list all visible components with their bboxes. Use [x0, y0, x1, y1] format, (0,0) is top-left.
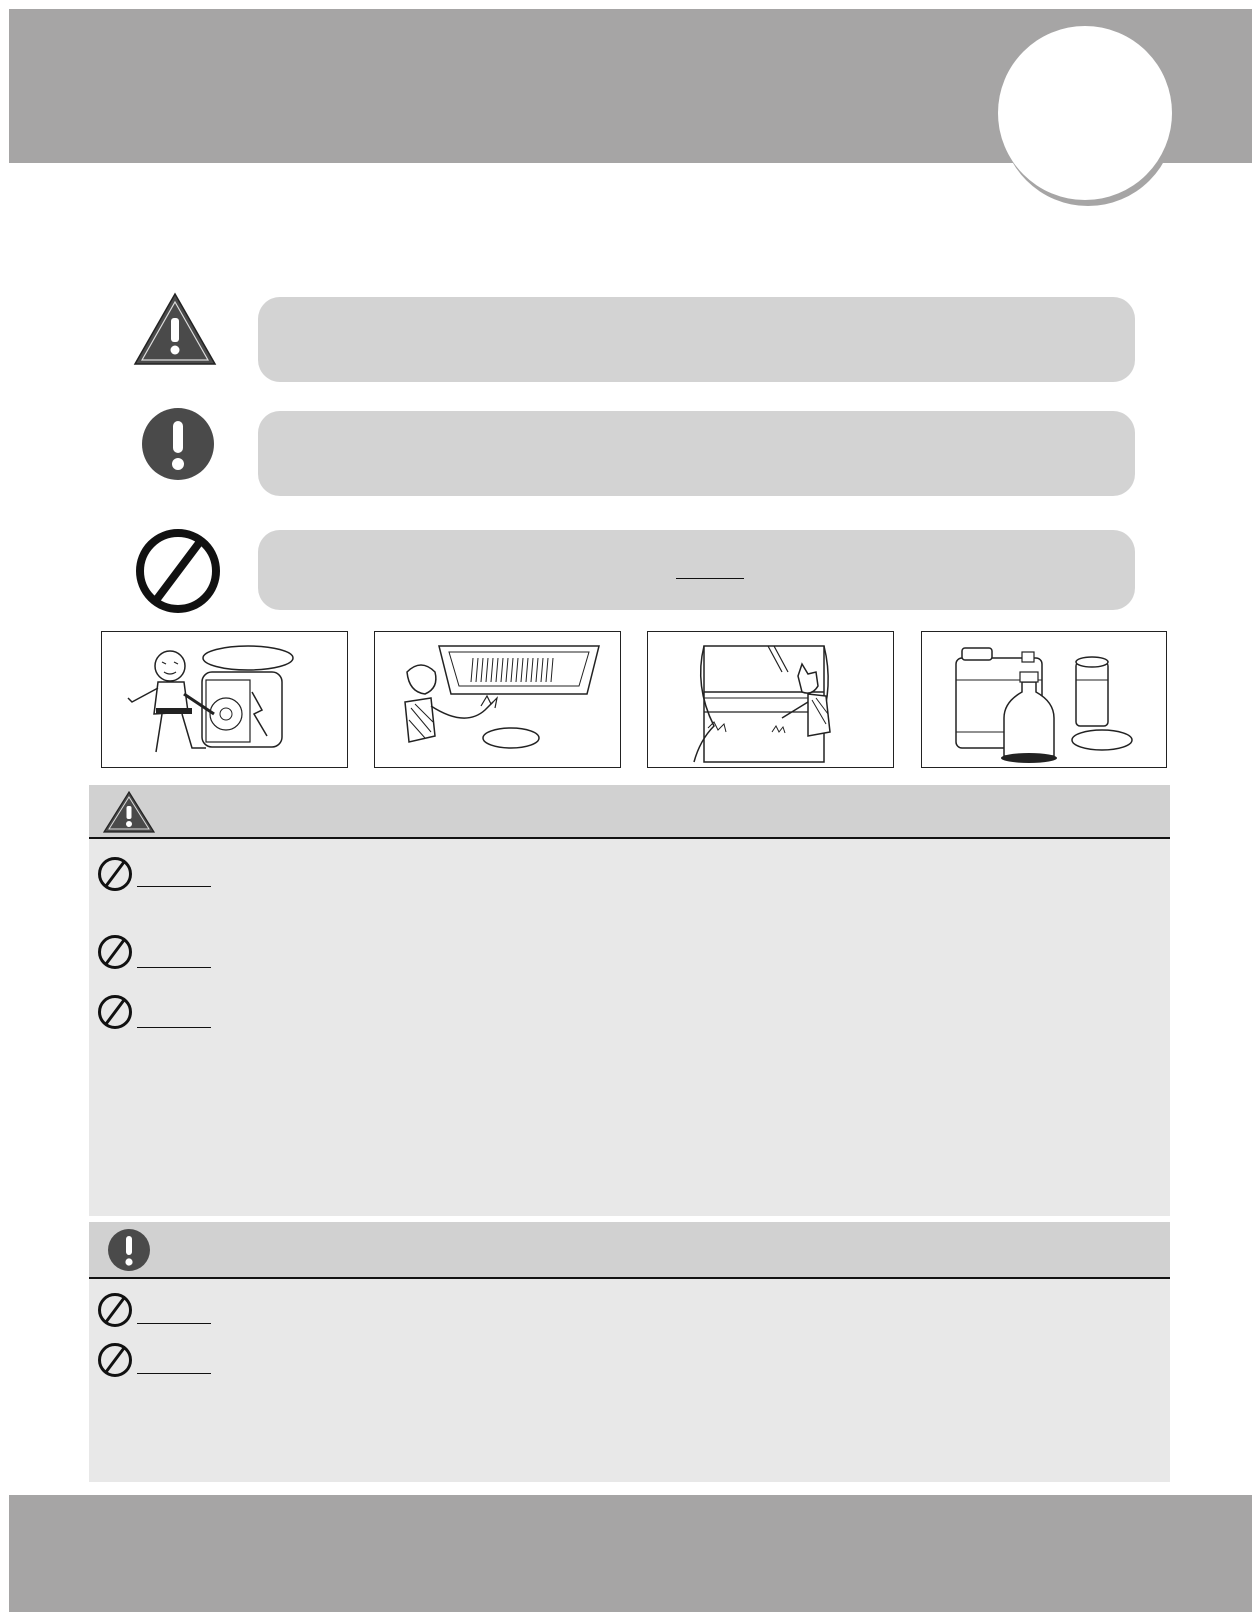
electric-shock-illustration — [101, 631, 348, 768]
prohibited-circle-icon — [97, 1342, 133, 1378]
mandatory-exclamation-icon — [107, 1228, 151, 1272]
flammable-containers-illustration — [921, 631, 1167, 768]
warning-item — [97, 856, 1157, 896]
item-underline — [137, 886, 211, 887]
warning-item — [97, 924, 1157, 964]
symbol-description-warning — [258, 297, 1135, 382]
warning-triangle-icon — [133, 292, 217, 366]
prohibited-circle-icon — [135, 528, 221, 614]
prohibited-circle-icon — [97, 1292, 133, 1328]
item-underline — [137, 967, 211, 968]
prohibited-circle-icon — [97, 994, 133, 1030]
warning-triangle-icon — [103, 791, 155, 833]
warning-panel-header — [89, 785, 1170, 839]
prohibited-circle-icon — [97, 856, 133, 892]
window-opening-illustration — [647, 631, 894, 768]
symbol-description-prohibited — [258, 530, 1135, 610]
item-underline — [137, 1027, 211, 1028]
prohibited-circle-icon — [97, 934, 133, 970]
air-outlet-hand-illustration — [374, 631, 621, 768]
warning-item — [97, 990, 1157, 1030]
underline-mark — [676, 578, 744, 579]
mandatory-exclamation-icon — [141, 407, 215, 481]
footer-band — [9, 1495, 1252, 1612]
item-underline — [137, 1323, 211, 1324]
warning-panel — [89, 785, 1170, 1216]
caution-item — [97, 1292, 1157, 1332]
caution-item — [97, 1340, 1157, 1380]
item-underline — [137, 1373, 211, 1374]
symbol-description-mandatory — [258, 411, 1135, 496]
caution-panel — [89, 1222, 1170, 1482]
caution-panel-header — [89, 1222, 1170, 1279]
page-number-badge — [998, 26, 1172, 200]
